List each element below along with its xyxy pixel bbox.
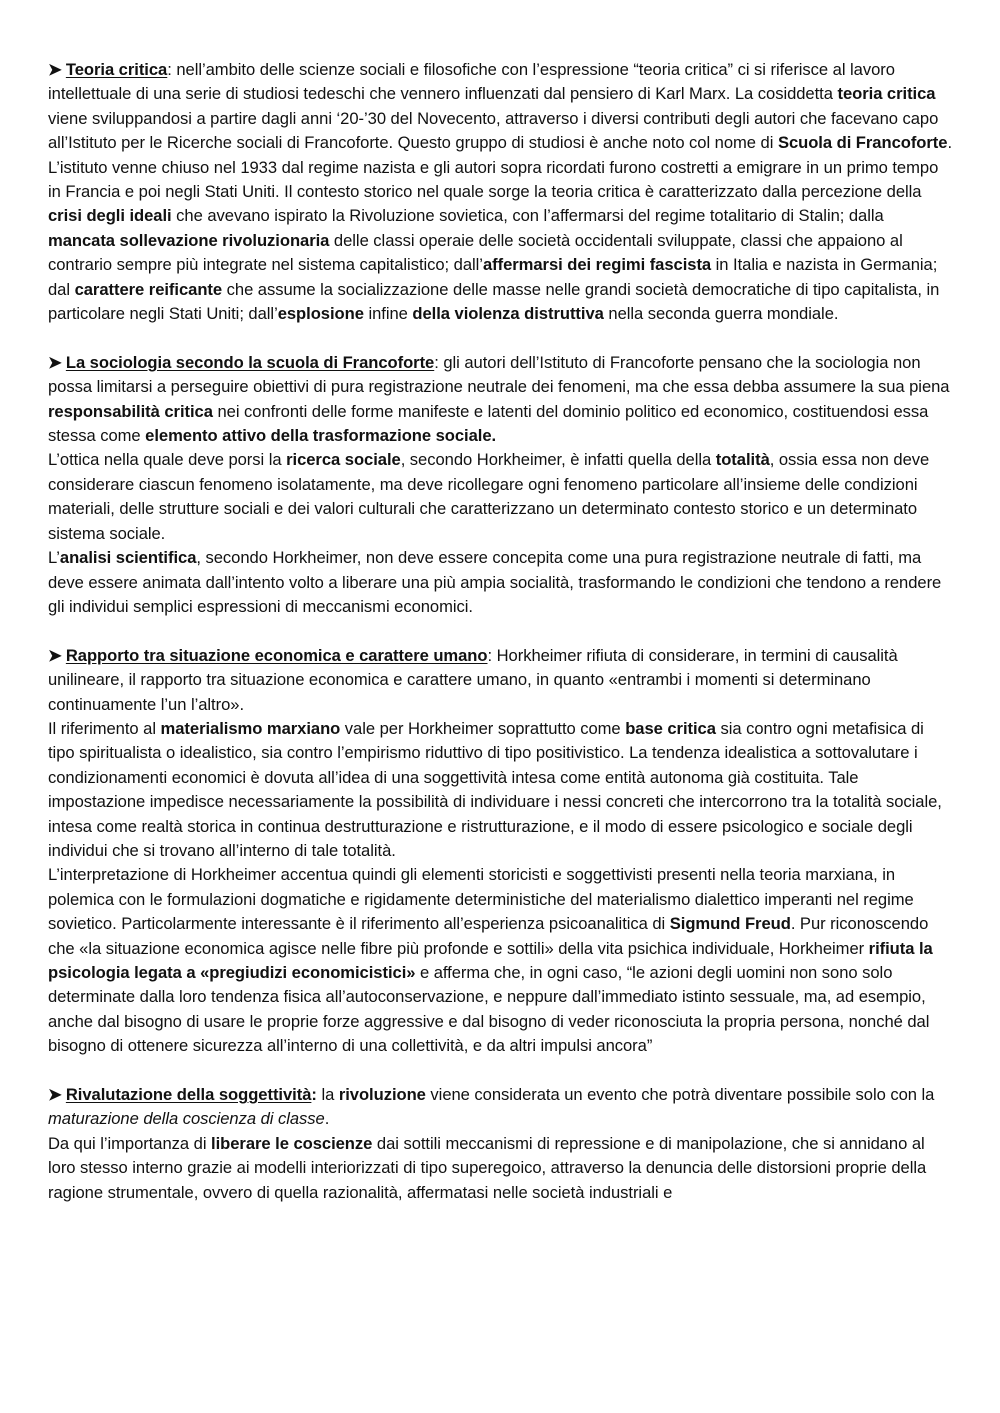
text-run: L’ [48,548,60,568]
paragraph [48,156,954,327]
bold-term: : [311,1085,322,1105]
section-lead-paragraph [48,1083,954,1132]
section-heading: Rivalutazione della soggettività [65,1085,312,1105]
text-run: viene considerata un evento che potrà diventare possibile solo con la [425,1085,935,1105]
text-run: viene sviluppandosi a partire dagli anni ‘20-’30 del Novecento, attraverso i diversi contributi degli autori che facevano capo all’Istituto per le Ricerche sociali di Francoforte. Questo gruppo di studiosi è anche noto col nome di [48,108,939,153]
bold-term: elemento attivo della trasformazione sociale. [145,426,497,446]
text-run: dai sottili meccanismi di repressione e di manipolazione, che si annidano al loro stesso interno grazie ai modelli interiorizzati di tipo superegoico, attraverso la denuncia delle distorsioni proprie della ragione strumentale, ovvero di quella razionalità, affermatasi nelle società industriali e [48,1133,927,1202]
text-run: che assume la socializzazione delle masse nelle grandi società democratiche di tipo capitalista, in particolare negli Stati Uniti; dall’ [48,279,940,324]
paragraph [48,546,954,619]
bold-term: analisi scientifica [59,548,197,568]
paragraph [48,717,954,863]
text-run: nei confronti delle forme manifeste e latenti del dominio politico ed economico, costituendosi essa stessa come [48,401,929,446]
text-run: che avevano ispirato la Rivoluzione sovietica, con l’affermarsi del regime totalitario di Stalin; dalla [171,206,884,226]
section-lead-paragraph [48,58,954,156]
text-run: sia contro ogni metafisica di tipo spiritualista o idealistico, sia contro l’empirismo riduttivo di tipo positivistico. La tendenza idealistica a sottovalutare i condizionamenti economici è dovuta all’idea di una soggettività intesa come entità autonoma già costituita. Tale impostazione impedisce necessariamente la possibilità di individuare i nessi concreti che intercorrono tra la totalità sociale, intesa come realtà storica in continua destrutturazione e ristrutturazione, e il modo di essere psicologico e sociale degli individui che si trovano all’interno di tale totalità. [48,718,942,860]
arrow-bullet-icon: ➤ [48,352,62,372]
bold-term: materialismo marxiano [160,718,341,738]
bold-term: rifiuta la psicologia legata a «pregiudizi economicistici» [48,938,933,982]
bold-term: Scuola di Francoforte [777,133,948,153]
arrow-bullet-icon: ➤ [48,645,62,665]
italic-term: maturazione della coscienza di classe [48,1109,325,1129]
text-run: L’istituto venne chiuso nel 1933 dal regime nazista e gli autori sopra ricordati furono costretti a emigrare in un primo tempo in Francia e poi negli Stati Uniti. Il contesto storico nel quale sorge la teoria critica è caratterizzato dalla percezione della [48,157,939,202]
text-run: , secondo Horkheimer, è infatti quella della [400,450,716,470]
text-run: L’interpretazione di Horkheimer accentua quindi gli elementi storicisti e soggettivisti presenti nella teoria marxiana, in polemica con le formulazioni dogmatiche e rigidamente deterministiche del materialismo dialettico imperanti nel regime sovietico. Particolarmente interessante è il riferimento all’esperienza psicoanalitica di [48,865,914,934]
paragraph [48,863,954,1058]
section-heading: Rapporto tra situazione economica e carattere umano [65,645,488,665]
arrow-bullet-icon: ➤ [48,1085,62,1105]
text-run: . Pur riconoscendo che «la situazione economica agisce nelle fibre più profonde e sottili» della vita psichica individuale, Horkheimer [48,914,929,958]
text-run: vale per Horkheimer soprattutto come [340,718,626,738]
bold-term: totalità [715,450,770,470]
text-run: : nell’ambito delle scienze sociali e filosofiche con l’espressione “teoria critica” ci si riferisce al lavoro intellettuale di una serie di studiosi tedeschi che vennero influenzati dal pensiero di Karl Marx. La cosiddetta [48,60,895,104]
bold-term: esplosione [277,304,364,324]
section-lead-paragraph [48,644,954,717]
paragraph [48,448,954,546]
bold-term: rivoluzione [338,1085,426,1105]
text-run: : Horkheimer rifiuta di considerare, in termini di causalità unilineare, il rapporto tra situazione economica e carattere umano, in quanto «entrambi i momenti si determinano continuamente l’un l’altro». [48,645,898,714]
text-run: Da qui l’importanza di [48,1133,212,1153]
text-run: . [947,133,953,153]
arrow-bullet-icon: ➤ [48,60,62,79]
bold-term: della violenza distruttiva [412,304,604,324]
document-page [48,58,954,1205]
text-run: nella seconda guerra mondiale. [603,304,839,324]
text-run: : gli autori dell’Istituto di Francoforte pensano che la sociologia non possa limitarsi a perseguire obiettivi di pura registrazione neutrale dei fenomeni, ma che essa debba assumere la sua piena [48,352,950,397]
bold-term: base critica [625,718,716,738]
bold-term: ricerca sociale [286,450,401,470]
text-run: la [321,1085,339,1105]
section [48,1083,954,1205]
section-spacer [48,619,954,643]
section-heading: Teoria critica [65,60,168,79]
bold-term: affermarsi dei regimi fascista [482,255,712,275]
section [48,351,954,619]
section-spacer [48,1059,954,1083]
text-run: L’ottica nella quale deve porsi la [48,450,287,470]
text-run: delle classi operaie delle società occidentali sviluppate, classi che appaiono al contrario sempre più integrate nel sistema capitalistico; dall’ [48,230,903,275]
section [48,58,954,326]
bold-term: teoria critica [837,84,936,104]
bold-term: mancata sollevazione rivoluzionaria [48,230,330,250]
text-run: infine [363,304,413,324]
section-lead-paragraph [48,351,954,449]
section-spacer [48,326,954,350]
bold-term: carattere reificante [74,279,223,299]
bold-term: responsabilità critica [48,401,213,421]
text-run: . [324,1109,330,1129]
text-run: in Italia e nazista in Germania; dal [48,255,938,299]
text-run: Il riferimento al [48,718,161,738]
section-heading: La sociologia secondo la scuola di Francoforte [65,352,435,372]
bold-term: crisi degli ideali [48,206,172,226]
paragraph [48,1132,954,1205]
bold-term: Sigmund Freud [669,914,791,934]
text-run: , ossia essa non deve considerare ciascun fenomeno isolatamente, ma deve ricollegare ogni fenomeno particolare all’insieme delle condizioni materiali, delle strutture sociali e dei valori culturali che caratterizzano un determinato contesto storico e un determinato sistema sociale. [48,450,930,543]
text-run: e afferma che, in ogni caso, “le azioni degli uomini non sono solo determinate dalla loro tendenza fisica all’autoconservazione, e neppure dall’immediato istinto sessuale, ma, ad esempio, anche dal bisogno di usare le proprie forze aggressive e dal bisogno di veder riconosciuta la propria persona, nonché dal bisogno di ottenere sicurezza all’interno di una collettività, e da altri impulsi ancora” [48,963,930,1056]
bold-term: liberare le coscienze [211,1133,373,1153]
text-run: , secondo Horkheimer, non deve essere concepita come una pura registrazione neutrale di fatti, ma deve essere animata dall’intento volto a liberare una più ampia socialità, trasformando le condizioni che tendono a rendere gli individui semplici espressioni di meccanismi economici. [48,548,942,616]
section [48,644,954,1059]
